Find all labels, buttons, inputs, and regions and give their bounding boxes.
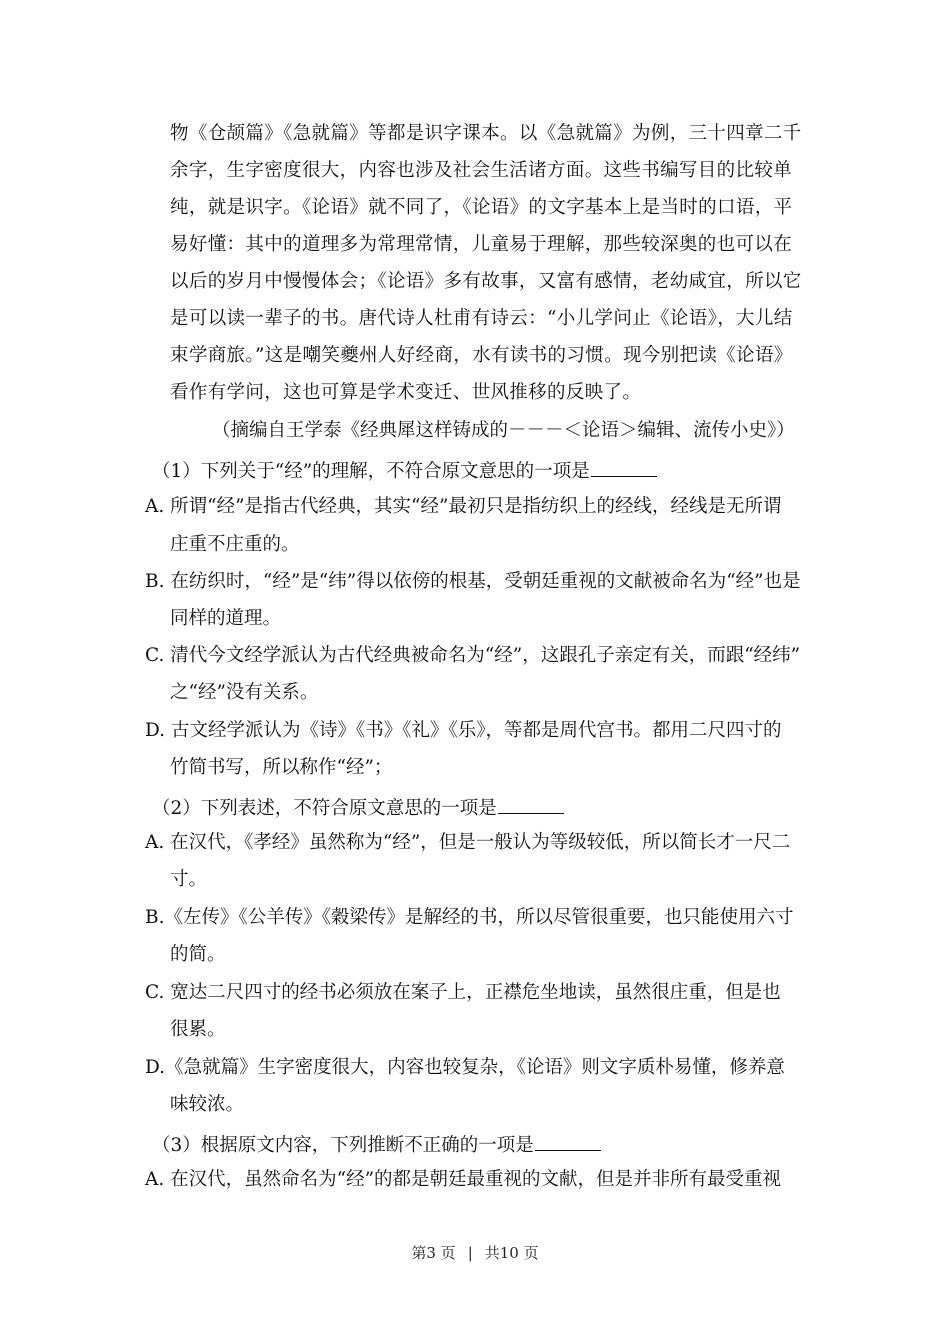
passage-line: 以后的岁月中慢慢体会；《论语》多有故事，又富有感情，老幼咸宜，所以它 (170, 271, 802, 292)
question-3-text: （3）根据原文内容，下列推断不正确的一项是 (152, 1135, 534, 1156)
option-2b-cont: 的简。 (170, 944, 226, 965)
passage-line: 余字，生字密度很大，内容也涉及社会生活诸方面。这些书编写目的比较单 (170, 160, 793, 181)
option-label: A. (145, 832, 165, 853)
option-3a (145, 1167, 781, 1193)
footer-separator: | (467, 1244, 473, 1262)
question-1-stem (152, 456, 657, 482)
passage-line: 物《仓颉篇》《急就篇》等都是识字课本。以《急就篇》为例，三十四章二千 (170, 123, 802, 144)
page-total: 共10 页 (484, 1244, 539, 1262)
option-1d (145, 718, 781, 744)
option-2c-cont: 很累。 (170, 1019, 226, 1040)
passage-line: 是可以读一辈子的书。唐代诗人杜甫有诗云：“小儿学问止《论语》，大儿结 (170, 308, 793, 329)
answer-blank (498, 793, 564, 814)
option-text: 在汉代，虽然命名为“经”的都是朝廷最重视的文献，但是并非所有最受重视 (170, 1169, 782, 1190)
page-number: 第3 页 (411, 1244, 456, 1262)
passage-line: 纯，就是识字。《论语》就不同了，《论语》的文字基本上是当时的口语，平 (170, 197, 793, 218)
option-text: 清代今文经学派认为古代经典被命名为“经”，这跟孔子亲定有关，而跟“经纬” (170, 645, 801, 666)
question-3-stem (152, 1130, 601, 1156)
question-2-stem (152, 793, 564, 819)
option-2a (145, 830, 790, 856)
answer-blank (591, 456, 657, 477)
option-label: C. (145, 645, 165, 666)
option-text: 在纺织时，“经”是“纬”得以依傍的根基，受朝廷重视的文献被命名为“经”也是 (170, 571, 801, 592)
passage-line: 束学商旅。”这是嘲笑夔州人好经商，水有读书的习惯。现今别把读《论语》 (170, 345, 793, 366)
option-label: D. (145, 720, 166, 741)
option-label: B. (145, 907, 165, 928)
option-text: 古文经学派认为《诗》《书》《礼》《乐》，等都是周代宫书。都用二尺四寸的 (170, 720, 782, 741)
question-2-text: （2）下列表述，不符合原文意思的一项是 (152, 798, 497, 819)
passage-line: 易好懂：其中的道理多为常理常情，儿童易于理解，那些较深奥的也可以在 (170, 234, 793, 255)
option-2a-cont: 寸。 (170, 869, 208, 890)
option-text: 《左传》《公羊传》《穀梁传》是解经的书，所以尽管很重要，也只能使用六寸 (164, 907, 794, 928)
option-1d-cont: 竹简书写，所以称作“经”； (170, 757, 393, 778)
option-1a-cont: 庄重不庄重的。 (170, 534, 300, 555)
option-1b-cont: 同样的道理。 (170, 608, 282, 629)
option-text: 所谓“经”是指古代经典，其实“经”最初只是指纺织上的经线，经线是无所谓 (170, 496, 782, 517)
option-label: A. (145, 496, 165, 517)
option-1b (145, 569, 801, 595)
option-2d (145, 1055, 785, 1081)
question-1-text: （1）下列关于“经”的理解，不符合原文意思的一项是 (152, 461, 590, 482)
option-2b (145, 905, 794, 931)
option-text: 《急就篇》生字密度很大，内容也较复杂，《论语》则文字质朴易懂，修养意 (165, 1057, 785, 1078)
option-label: A. (145, 1169, 165, 1190)
answer-blank (535, 1130, 601, 1151)
option-1a (145, 494, 781, 520)
option-1c (145, 643, 800, 669)
option-label: B. (145, 571, 165, 592)
passage-line: 看作有学问，这也可算是学术变迁、世风推移的反映了。 (170, 382, 642, 403)
option-1c-cont: 之“经”没有关系。 (170, 682, 319, 703)
option-text: 宽达二尺四寸的经书必须放在案子上，正襟危坐地读，虽然很庄重，但是也 (170, 982, 781, 1003)
option-text: 在汉代，《孝经》虽然称为“经”，但是一般认为等级较低，所以简长才一尺二 (170, 832, 791, 853)
option-2d-cont: 味较浓。 (170, 1094, 245, 1115)
passage-source: （摘编自王学泰《经典犀这样铸成的－－－＜论语＞编辑、流传小史》） (212, 420, 795, 441)
page-footer (0, 1242, 950, 1263)
option-label: D. (145, 1057, 166, 1078)
option-label: C. (145, 982, 165, 1003)
option-2c (145, 980, 781, 1006)
